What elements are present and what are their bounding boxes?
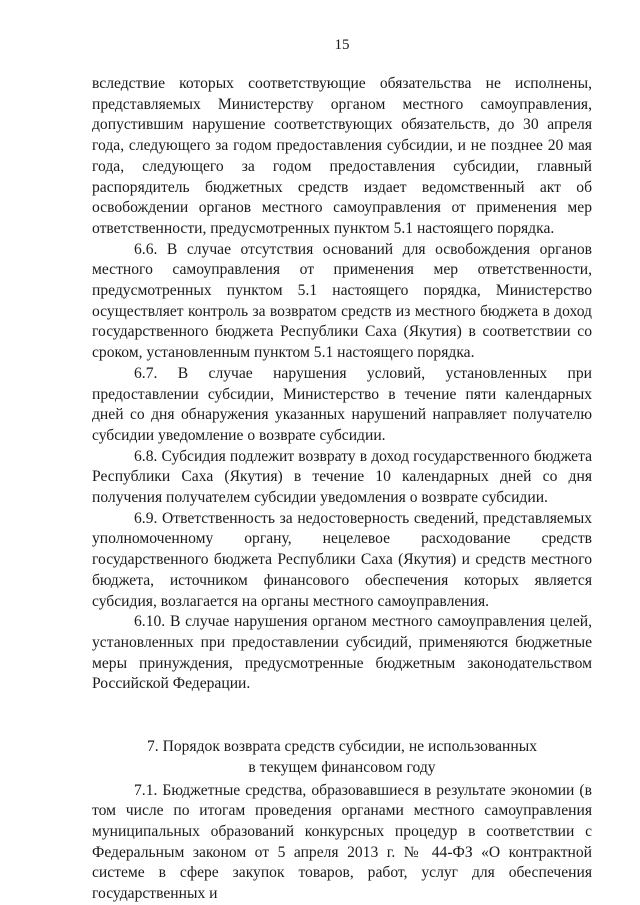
paragraph-6-8: 6.8. Субсидия подлежит возврату в доход государственного бюджета Республики Саха (Якутия) в течение 10 календарных дней со дня получения получателем субсидии уведомления о возврате субсидии. bbox=[92, 447, 592, 507]
paragraph-6-10: 6.10. В случае нарушения органом местного самоуправления целей, установленных при предоставлении субсидий, применяются бюджетные меры принуждения, предусмотренные бюджетным законодательством Российской Федерации. bbox=[92, 613, 592, 693]
section-heading bbox=[92, 737, 592, 778]
section-heading-line-2: в текущем финансовом году bbox=[248, 758, 436, 776]
paragraph-6-7: 6.7. В случае нарушения условий, установленных при предоставлении субсидии, Министерство в течение пяти календарных дней со дня обнаружения указанных нарушений направляет получателю субсидии уведомление о возврате субсидии. bbox=[92, 364, 592, 444]
paragraph-7-1: 7.1. Бюджетные средства, образовавшиеся в результате экономии (в том числе по итогам проведения органами местного самоуправления муниципальных образований конкурсных процедур в соответствии с Федеральным законом от 5 апреля 2013 г. № 44-ФЗ «О контрактной системе в сфере закупок товаров, работ, услуг для обеспечения государственных и bbox=[92, 781, 592, 903]
page-number: 15 bbox=[334, 37, 350, 53]
section-heading-line-1: 7. Порядок возврата средств субсидии, не использованных bbox=[146, 738, 537, 756]
paragraph-6-9: 6.9. Ответственность за недостоверность сведений, представляемых уполномоченному органу, нецелевое расходование средств государственного бюджета Республики Саха (Якутия) и средств местного бюджета, источником финансового обеспечения которых является субсидия, возлагается на органы местного самоуправления. bbox=[92, 509, 592, 610]
paragraph-continuation: вследствие которых соответствующие обязательства не исполнены, представляемых Министерству органом местного самоуправления, допустившим нарушение соответствующих обязательств, до 30 апреля года, следующего за годом предоставления субсидии, и не позднее 20 мая года, следующего за годом предоставления субсидии, главный распорядитель бюджетных средств издает ведомственный акт об освобождении органов местного самоуправления от применения мер ответственности, предусмотренных пунктом 5.1 настоящего порядка. bbox=[92, 75, 592, 237]
paragraph-6-6: 6.6. В случае отсутствия оснований для освобождения органов местного самоуправления от применения мер ответственности, предусмотренных пунктом 5.1 настоящего порядка, Министерство осуществляет контроль за возвратом средств из местного бюджета в доход государственного бюджета Республики Саха (Якутия) в соответствии со сроком, установленным пунктом 5.1 настоящего порядка. bbox=[92, 240, 592, 362]
